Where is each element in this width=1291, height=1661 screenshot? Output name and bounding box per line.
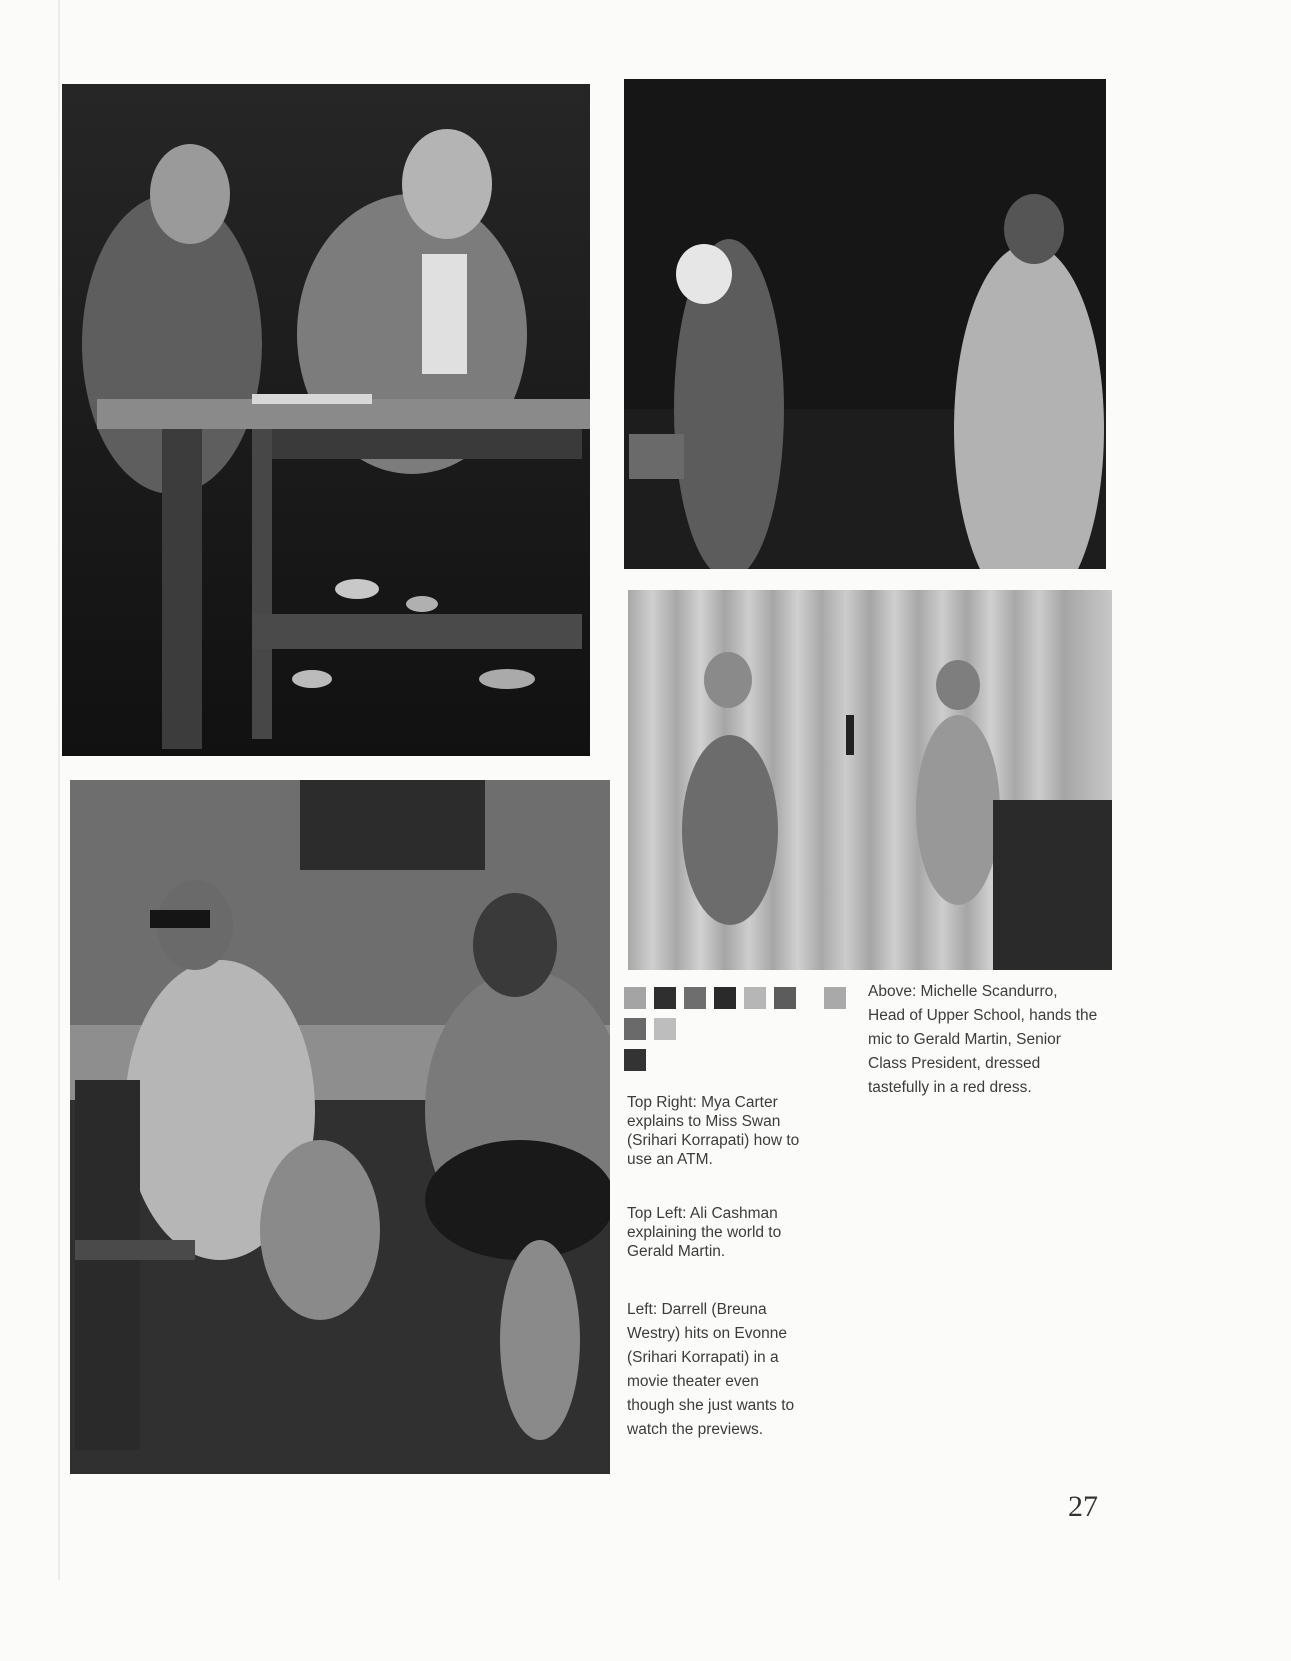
- caption-top-left-text: Top Left: Ali Cashman explaining the world to Gerald Martin.: [627, 1205, 782, 1260]
- caption-above-text: Above: Michelle Scandurro, Head of Upper School, hands the mic to Gerald Martin, Senior Class President, dressed tastefully in a red dress.: [868, 983, 1098, 1096]
- caption-top-right: [627, 1093, 802, 1169]
- decorative-square-10: [624, 1049, 646, 1071]
- news-desk-scene-photo: [62, 84, 590, 756]
- movie-theater-scene-photo: [70, 780, 610, 1474]
- page-binding-edge: [58, 0, 60, 1580]
- decorative-square-7: [824, 987, 846, 1009]
- photo-top-left: [62, 84, 590, 756]
- caption-top-right-text: Top Right: Mya Carter explains to Miss Swan (Srihari Korrapati) how to use an ATM.: [627, 1094, 800, 1168]
- decorative-square-3: [684, 987, 706, 1009]
- caption-top-left: [627, 1204, 802, 1261]
- decorative-square-1: [624, 987, 646, 1009]
- photo-top-right: [624, 79, 1106, 569]
- photo-middle-right: [628, 590, 1112, 970]
- decorative-square-8: [624, 1018, 646, 1040]
- caption-left: [627, 1298, 802, 1442]
- two-actors-on-stage-photo: [624, 79, 1106, 569]
- photo-bottom-left: [70, 780, 610, 1474]
- mic-handoff-on-stage-photo: [628, 590, 1112, 970]
- decorative-square-2: [654, 987, 676, 1009]
- decorative-square-9: [654, 1018, 676, 1040]
- page-number: 27: [1068, 1490, 1098, 1523]
- caption-left-text: Left: Darrell (Breuna Westry) hits on Evonne (Srihari Korrapati) in a movie theater even though she just wants to watch the previews.: [627, 1301, 795, 1438]
- decorative-square-6: [774, 987, 796, 1009]
- decorative-square-5: [744, 987, 766, 1009]
- decorative-square-4: [714, 987, 736, 1009]
- caption-above: [868, 980, 1098, 1100]
